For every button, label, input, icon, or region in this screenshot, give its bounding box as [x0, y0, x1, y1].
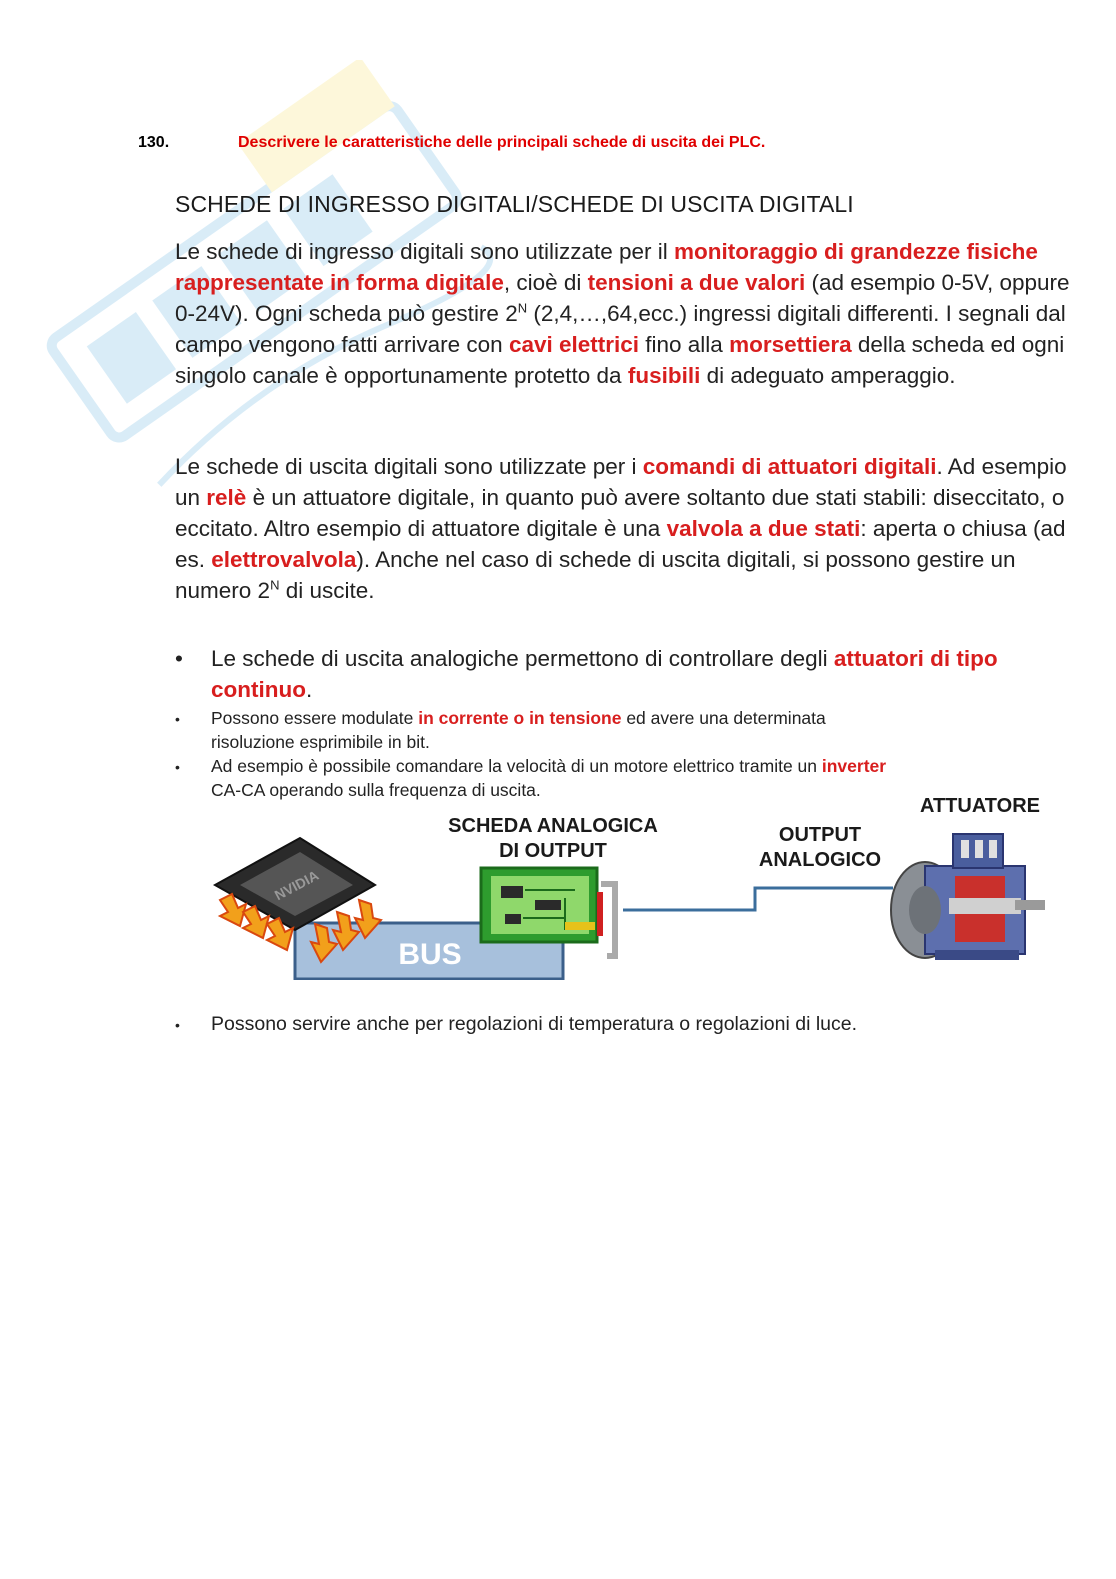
- bullet-marker: •: [175, 646, 183, 671]
- analog-card-icon: [481, 868, 615, 956]
- analog-output-diagram: [205, 790, 1065, 980]
- bullet-marker: •: [175, 759, 180, 775]
- bullet-marker: •: [175, 1017, 180, 1033]
- question-text: Descrivere le caratteristiche delle principali schede di uscita dei PLC.: [238, 134, 766, 151]
- section-heading: SCHEDE DI INGRESSO DIGITALI/SCHEDE DI USCITA DIGITALI: [175, 191, 854, 217]
- bus-label: BUS: [398, 938, 462, 971]
- card-label: SCHEDA ANALOGICA DI OUTPUT: [448, 815, 658, 862]
- motor-actuator-icon: [891, 834, 1045, 960]
- question-number: 130.: [138, 134, 170, 151]
- bullet-marker: •: [175, 711, 180, 727]
- chip-label: NVIDIA: [271, 866, 322, 904]
- paragraph-digital-inputs: Le schede di ingresso digitali sono utilizzate per il monitoraggio di grandezze fisiche rappresentate in forma digitale, cioè di tensioni a due valori (ad esempio 0-5V, oppure 0-24V). Ogni scheda può gestire $2^N$ (2,4,…,64,ecc.) ingressi digitali differenti. I segnali dal campo vengono fatti arrivare con cavi elettrici fino alla morsettiera della scheda ed ogni singolo canale è opportunamente protetto da fusibili di adeguato amperaggio.: [175, 239, 1070, 388]
- paragraph-digital-outputs: Le schede di uscita digitali sono utilizzate per i comandi di attuatori digitali. Ad esempio un relè è un attuatore digitale, in quanto può avere soltanto due stati stabili: diseccitato, o eccitato. Altro esempio di attuatore digitale è una valvola a due stati: aperta o chiusa (ad es. elettrovalvola). Anche nel caso di schede di uscita digitali, si possono gestire un numero $2^N$ di uscite.: [175, 454, 1067, 603]
- output-signal-line: [623, 888, 893, 910]
- actuator-label: ATTUATORE: [920, 795, 1040, 817]
- output-label: OUTPUT ANALOGICO: [758, 824, 882, 871]
